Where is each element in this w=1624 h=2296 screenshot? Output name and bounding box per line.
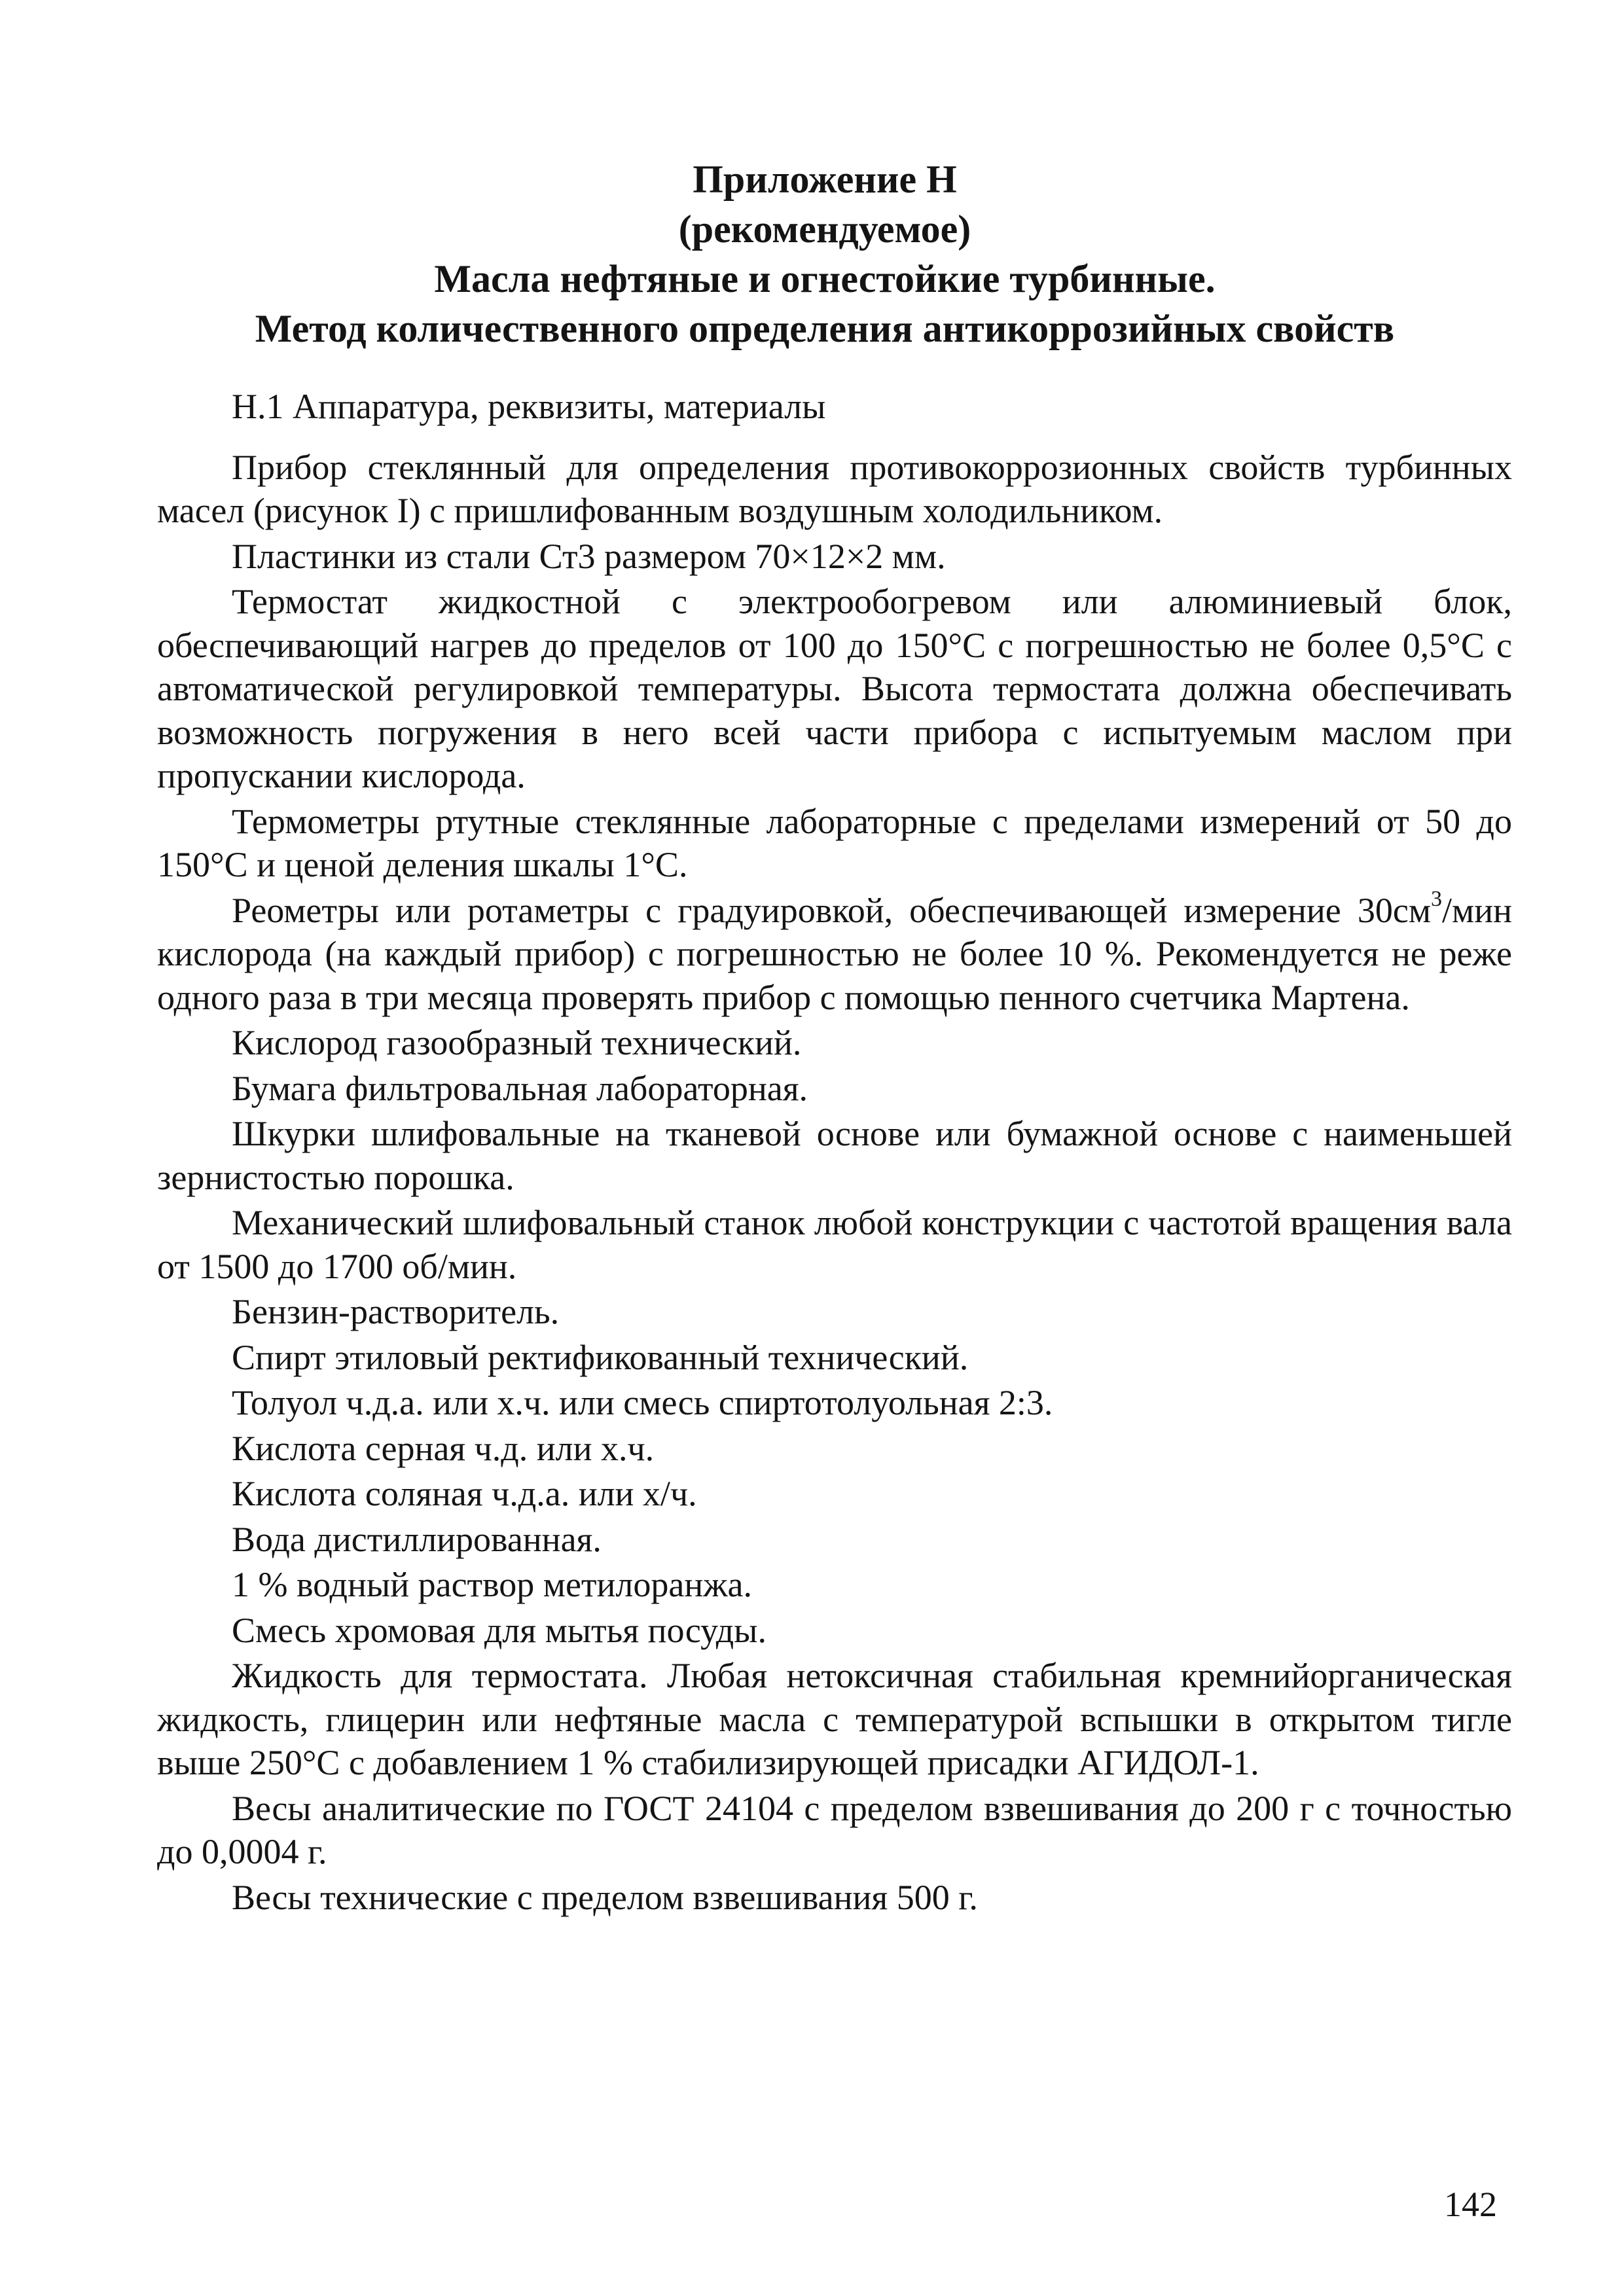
appendix-subject: Масла нефтяные и огнестойкие турбинные.	[434, 257, 1216, 300]
page-number: 142	[1444, 2185, 1497, 2224]
appendix-heading	[157, 154, 1492, 353]
paragraph: Бензин-растворитель.	[232, 1292, 560, 1331]
paragraph: Термометры ртутные стеклянные лабораторные с пределами измерений от 50 до 150°С и ценой деления шкалы 1°С.	[157, 801, 1512, 884]
paragraph: Весы технические с пределом взвешивания 500 г.	[232, 1877, 978, 1917]
paragraph: Весы аналитические по ГОСТ 24104 с пределом взвешивания до 200 г с точностью до 0,0004 г.	[157, 1788, 1512, 1871]
appendix-status: (рекомендуемое)	[678, 207, 971, 251]
paragraph-text: /мин кислорода (на каждый прибор) с погрешностью не более 10 %. Рекомендуется не реже	[157, 890, 1512, 973]
paragraph: Жидкость для термостата. Любая нетоксичная стабильная кремнийорганическая жидкость, глицерин или нефтяные масла с температурой вспышки в открытом тигле выше 250°С с добавлением 1 % стабилизирующей присадки АГИДОЛ-1.	[157, 1656, 1512, 1782]
paragraph-text: Реометры или ротаметры с градуировкой, обеспечивающей измерение 30см	[232, 890, 1432, 930]
paragraph: Прибор стеклянный для определения противокоррозионных свойств турбинных масел (рисунок I) с пришлифованным воздушным холодильником.	[157, 447, 1512, 530]
paragraph: Вода дистиллированная.	[232, 1519, 602, 1559]
paragraph: Бумага фильтровальная лабораторная.	[232, 1068, 808, 1108]
paragraph: Спирт этиловый ректификованный технический.	[232, 1337, 969, 1377]
paragraph-continuation: одного раза в три месяца проверять прибор с помощью пенного счетчика Мартена.	[157, 977, 1410, 1017]
paragraph	[157, 886, 1512, 976]
section-title: Н.1 Аппаратура, реквизиты, материалы	[232, 387, 826, 426]
superscript: 3	[1431, 886, 1443, 911]
appendix-title: Приложение Н	[693, 158, 957, 201]
paragraph: Смесь хромовая для мытья посуды.	[232, 1610, 767, 1650]
paragraph: Толуол ч.д.а. или х.ч. или смесь спиртотолуольная 2:3.	[232, 1383, 1053, 1422]
paragraph: 1 % водный раствор метилоранжа.	[232, 1565, 752, 1604]
appendix-method: Метод количественного определения антикоррозийных свойств	[255, 307, 1395, 350]
paragraph: Шкурки шлифовальные на тканевой основе или бумажной основе с наименьшей зернистостью порошка.	[157, 1114, 1512, 1197]
document-body	[157, 385, 1512, 1921]
paragraph: Кислота серная ч.д. или х.ч.	[232, 1428, 655, 1468]
paragraph: Пластинки из стали Ст3 размером 70×12×2 мм.	[232, 536, 946, 576]
paragraph: Кислород газообразный технический.	[232, 1023, 802, 1062]
paragraph: Термостат жидкостной с электрообогревом или алюминиевый блок, обеспечивающий нагрев до пределов от 100 до 150°С с погрешностью не более 0,5°С с автоматической регулировкой температуры. Высота термостата должна обеспечивать возможность погружения в него всей части прибора с испытуемым маслом при пропускании кислорода.	[157, 582, 1512, 795]
paragraph: Механический шлифовальный станок любой конструкции с частотой вращения вала от 1500 до 1700 об/мин.	[157, 1203, 1512, 1286]
paragraph: Кислота соляная ч.д.а. или х/ч.	[232, 1474, 697, 1513]
